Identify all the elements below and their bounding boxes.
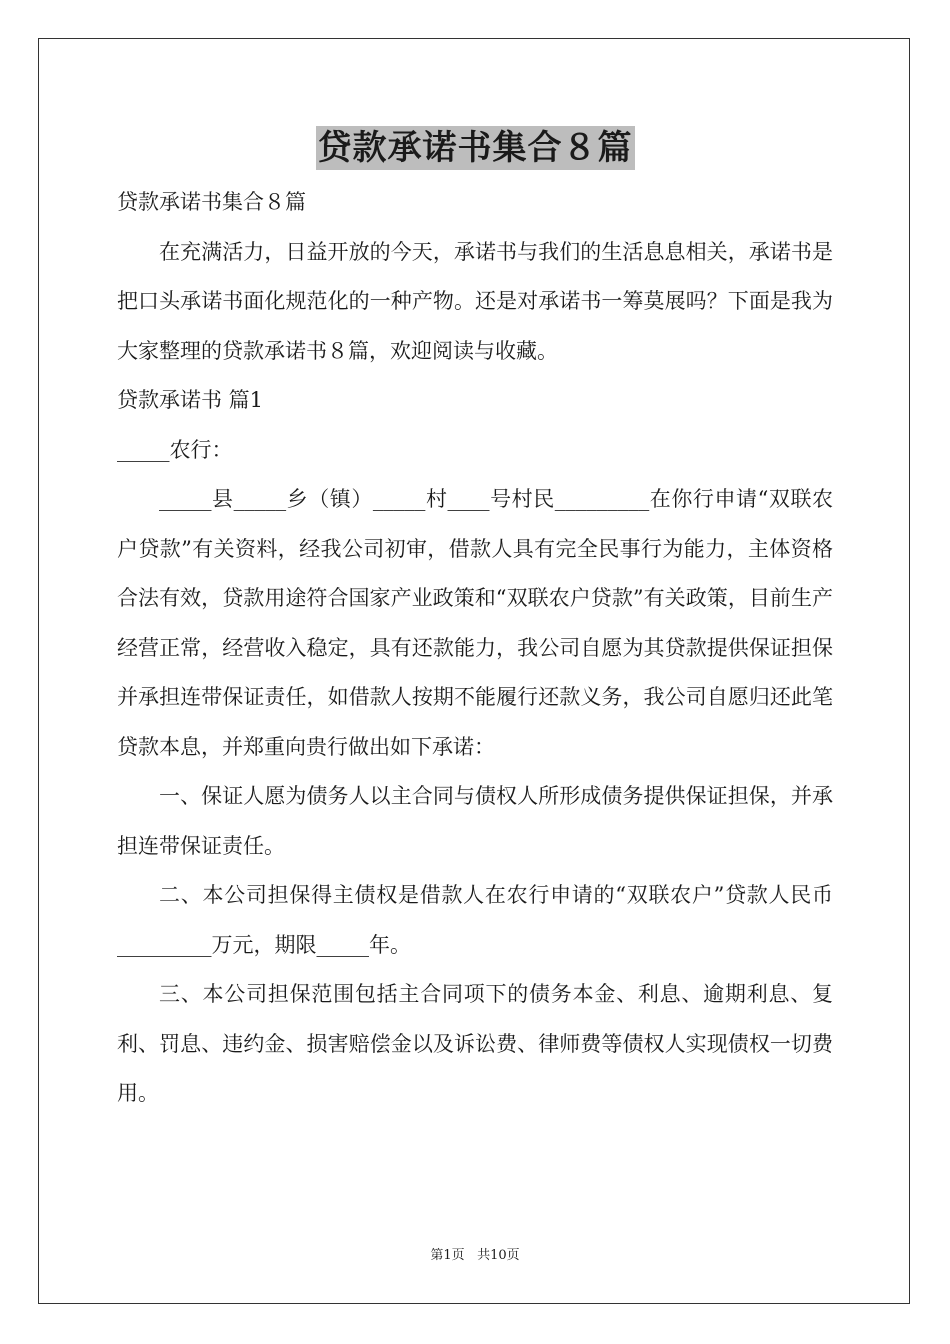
addressee: _____农行： bbox=[117, 437, 233, 462]
paragraph: 三、本公司担保范围包括主合同项下的债务本金、利息、逾期利息、复利、罚息、违约金、损害赔偿金以及诉讼费、律师费等债权人实现债权一切费用。 bbox=[117, 982, 833, 1105]
page-number: 第1页 bbox=[430, 1248, 465, 1263]
title-container bbox=[0, 126, 950, 170]
page-footer bbox=[0, 1247, 950, 1265]
paragraph: 贷款承诺书集合８篇 bbox=[117, 190, 306, 214]
paragraph: 二、本公司担保得主债权是借款人在农行申请的“双联农户”贷款人民币_________万元，期限_____年。 bbox=[117, 883, 833, 957]
paragraph: _____县_____乡（镇）_____村____号村民_________在你行申请“双联农户贷款”有关资料，经我公司初审，借款人具有完全民事行为能力，主体资格合法有效，贷款用途符合国家产业政策和“双联农户贷款”有关政策，目前生产经营正常，经营收入稳定，具有还款能力，我公司自愿为其贷款提供保证担保并承担连带保证责任，如借款人按期不能履行还款义务，我公司自愿归还此笔贷款本息，并郑重向贵行做出如下承诺： bbox=[117, 487, 833, 759]
document-title: 贷款承诺书集合８篇 bbox=[317, 128, 633, 168]
page-total: 共10页 bbox=[477, 1248, 520, 1263]
paragraph: 一、保证人愿为债务人以主合同与债权人所形成债务提供保证担保，并承担连带保证责任。 bbox=[117, 784, 833, 858]
document-body bbox=[117, 178, 833, 1119]
paragraph: 在充满活力，日益开放的今天，承诺书与我们的生活息息相关，承诺书是把口头承诺书面化规范化的一种产物。还是对承诺书一筹莫展吗？下面是我为大家整理的贷款承诺书８篇，欢迎阅读与收藏。 bbox=[117, 239, 833, 363]
section-heading: 贷款承诺书 篇1 bbox=[117, 388, 264, 412]
